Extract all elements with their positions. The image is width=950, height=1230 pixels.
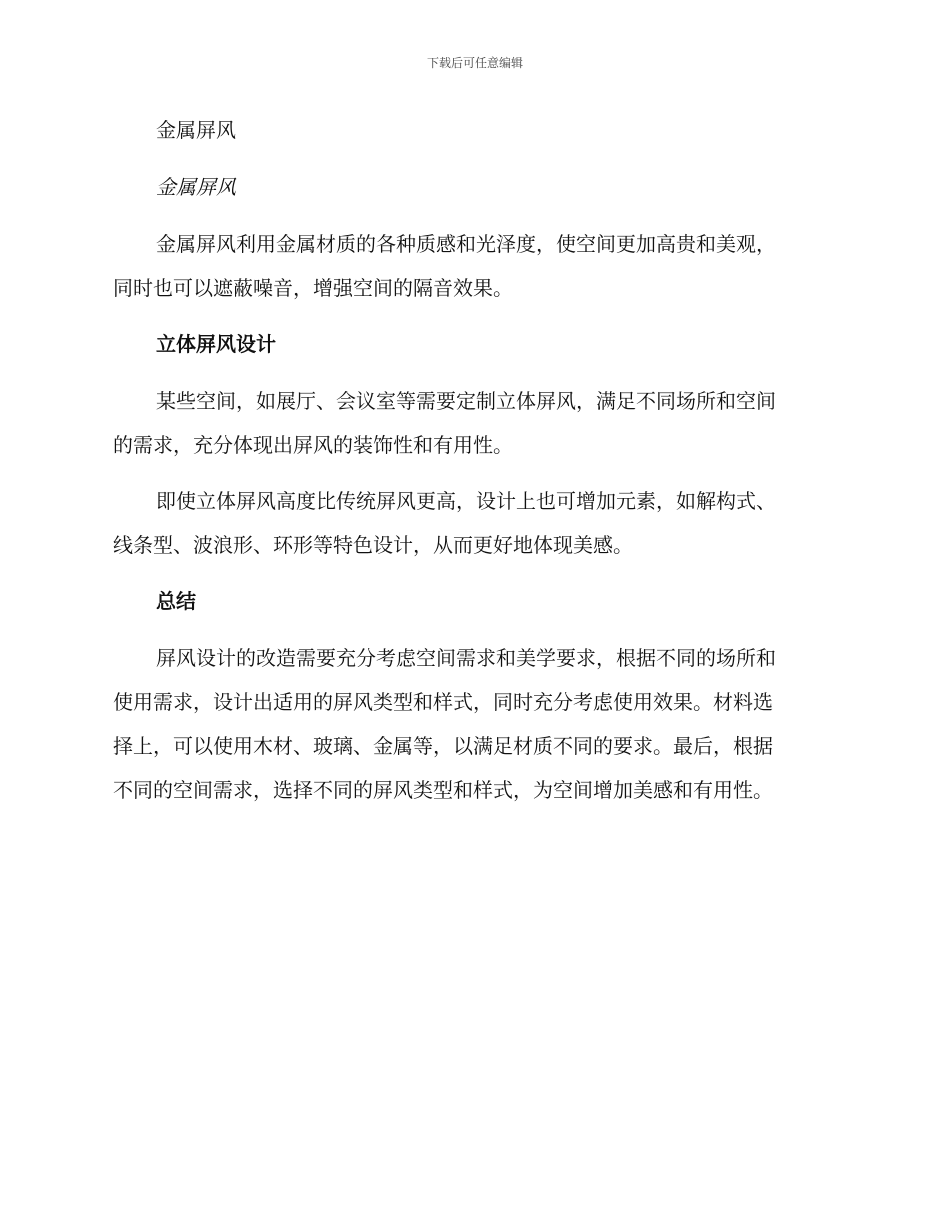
paragraph-line: 使用需求，设计出适用的屏风类型和样式，同时充分考虑使用效果。材料选 xyxy=(113,690,773,714)
document-title: 金属屏风 xyxy=(156,118,236,142)
running-header: 下载后可任意编辑 xyxy=(426,56,523,70)
paragraph-line: 某些空间，如展厅、会议室等需要定制立体屏风，满足不同场所和空间 xyxy=(156,389,776,413)
paragraph-summary xyxy=(113,636,833,812)
paragraph-line: 同时也可以遮蔽噪音，增强空间的隔音效果。 xyxy=(113,276,513,300)
italic-subtitle: 金属屏风 xyxy=(156,175,236,199)
paragraph-line: 线条型、波浪形、环形等特色设计，从而更好地体现美感。 xyxy=(113,533,633,557)
paragraph-metal-screen xyxy=(113,222,833,310)
section-heading-3d-screen: 立体屏风设计 xyxy=(156,332,276,356)
paragraph-3d-screen-1 xyxy=(113,379,833,467)
paragraph-line: 择上，可以使用木材、玻璃、金属等，以满足材质不同的要求。最后，根据 xyxy=(113,734,773,758)
paragraph-line: 即使立体屏风高度比传统屏风更高，设计上也可增加元素，如解构式、 xyxy=(156,489,776,513)
paragraph-line: 不同的空间需求，选择不同的屏风类型和样式，为空间增加美感和有用性。 xyxy=(113,778,773,802)
paragraph-3d-screen-2 xyxy=(113,479,833,567)
paragraph-line: 的需求，充分体现出屏风的装饰性和有用性。 xyxy=(113,433,513,457)
document-body xyxy=(113,108,833,812)
section-heading-summary: 总结 xyxy=(156,589,196,613)
paragraph-line: 金属屏风利用金属材质的各种质感和光泽度，使空间更加高贵和美观， xyxy=(156,232,776,256)
paragraph-line: 屏风设计的改造需要充分考虑空间需求和美学要求，根据不同的场所和 xyxy=(156,646,776,670)
